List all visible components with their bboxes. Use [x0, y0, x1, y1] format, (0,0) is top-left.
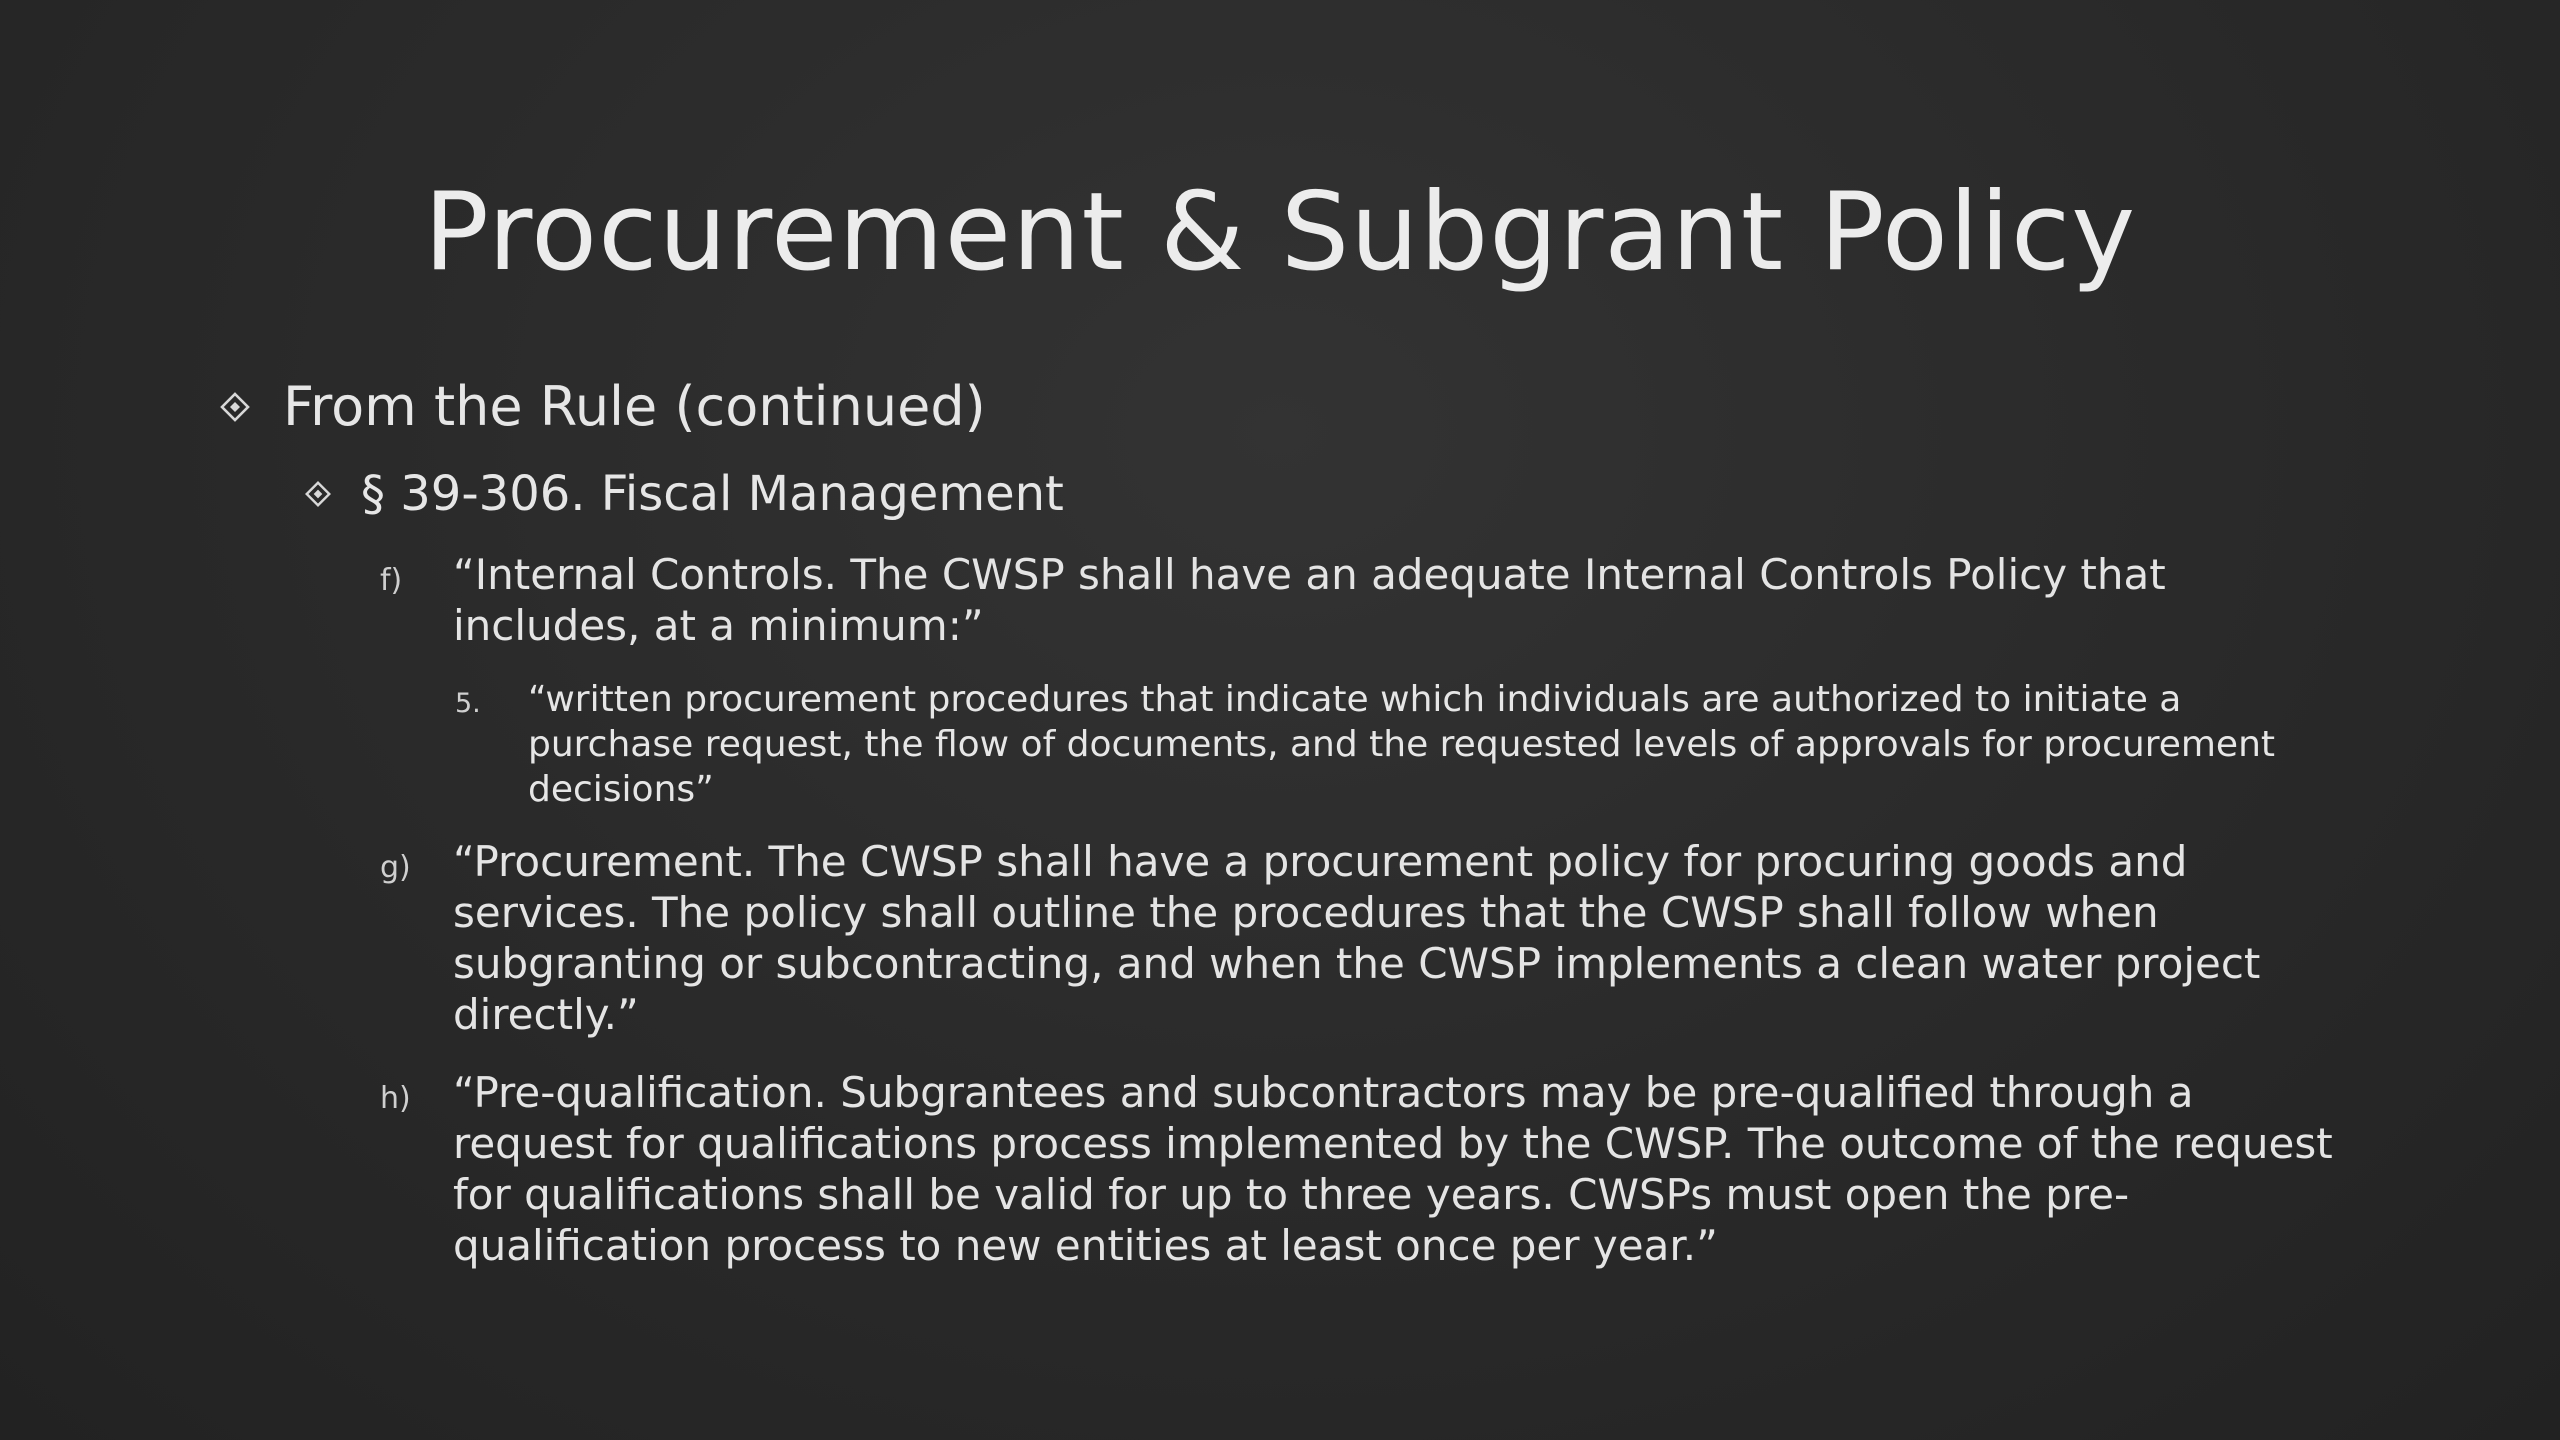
bullet-text-from-the-rule: From the Rule (continued) [283, 375, 986, 438]
list-item-text: “Internal Controls. The CWSP shall have an adequate Internal Controls Policy that includes, at a minimum:” [453, 550, 2166, 650]
list-item-h [380, 1067, 2340, 1271]
list-marker: 5. [455, 688, 481, 719]
diamond-bullet-icon [220, 392, 250, 422]
list-item-text: “written procurement procedures that indicate which individuals are authorized to initiate a purchase request, the flow of documents, and the requested levels of approvals for procurement decisions” [528, 679, 2276, 810]
diamond-bullet-icon [305, 481, 331, 507]
list-item-g [380, 836, 2340, 1040]
list-marker: h) [380, 1081, 411, 1116]
bullet-level-2 [305, 462, 2305, 526]
list-marker: g) [380, 850, 411, 885]
bullet-text-fiscal-management: § 39-306. Fiscal Management [361, 466, 1064, 522]
list-item-f [380, 549, 2340, 651]
list-item-text: “Procurement. The CWSP shall have a procurement policy for procuring goods and services. The policy shall outline the procedures that the CWSP shall follow when subgranting or subcontracting, and when the CWSP implements a clean water project directly.” [453, 837, 2261, 1039]
list-item-5 [455, 677, 2315, 812]
slide-title: Procurement & Subgrant Policy [423, 170, 2137, 295]
bullet-level-1 [220, 372, 2320, 442]
list-item-text: “Pre-qualification. Subgrantees and subcontractors may be pre-qualified through a request for qualifications process implemented by the CWSP. The outcome of the request for qualifications shall be valid for up to three years. CWSPs must open the pre-qualification process to new entities at least once per year.” [453, 1068, 2333, 1270]
list-marker: f) [380, 563, 403, 598]
